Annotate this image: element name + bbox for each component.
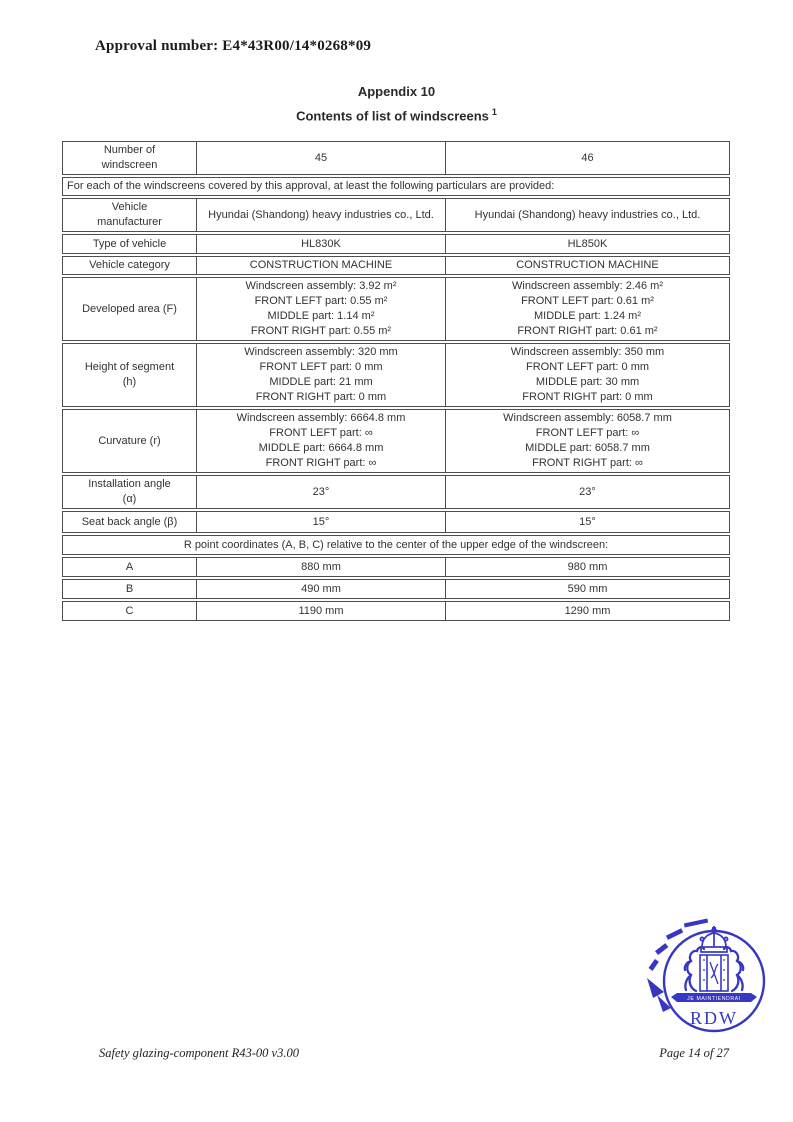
- table-row-coordinate-b: [62, 579, 730, 599]
- cell-line: Windscreen assembly: 6058.7 mm: [503, 412, 672, 424]
- footer-document-reference: Safety glazing-component R43-00 v3.00: [99, 1046, 299, 1060]
- row-label-line: (h): [122, 376, 137, 388]
- cell-a-46: 980 mm: [445, 558, 729, 576]
- cell-curvature-46: [445, 410, 729, 472]
- table-row-number-of-windscreen: [62, 141, 730, 175]
- note-text: For each of the windscreens covered by this approval, at least the following particulars are provided:: [67, 180, 555, 192]
- row-label: Curvature (r): [98, 434, 161, 447]
- row-label: C: [125, 604, 134, 617]
- cell-height-45: [196, 344, 445, 406]
- column-header-46: 46: [445, 142, 729, 174]
- cell-manufacturer-46: Hyundai (Shandong) heavy industries co., Ltd.: [445, 199, 729, 231]
- row-label: Seat back angle (β): [81, 515, 178, 528]
- row-label-line: Vehicle: [111, 201, 148, 213]
- row-label: Vehicle category: [89, 259, 170, 271]
- cell-developed-area-45: [196, 278, 445, 340]
- cell-line: MIDDLE part: 1.24 m²: [534, 310, 641, 322]
- stamp-lion-right: [724, 947, 743, 991]
- cell-category-46: CONSTRUCTION MACHINE: [445, 257, 729, 274]
- cell-line: FRONT LEFT part: 0 mm: [525, 361, 650, 373]
- approval-number: Approval number: E4*43R00/14*0268*09: [95, 38, 372, 54]
- column-header-45: 45: [196, 142, 445, 174]
- cell-b-46: 590 mm: [445, 580, 729, 598]
- cell-b-45: 490 mm: [196, 580, 445, 598]
- cell-seat-back-angle-45: 15°: [196, 512, 445, 532]
- row-label-line: windscreen: [101, 159, 158, 171]
- cell-line: MIDDLE part: 1.14 m²: [267, 310, 375, 322]
- row-label: [63, 199, 196, 231]
- cell-seat-back-angle-46: 15°: [445, 512, 729, 532]
- cell-line: MIDDLE part: 6664.8 mm: [258, 442, 384, 454]
- footer-page-number: Page 14 of 27: [659, 1046, 729, 1060]
- cell-installation-angle-45: 23°: [196, 476, 445, 508]
- table-row-installation-angle: [62, 475, 730, 509]
- table-row-coordinate-c: [62, 601, 730, 621]
- document-subtitle: [0, 107, 793, 123]
- table-row-seat-back-angle: [62, 511, 730, 533]
- appendix-title: Appendix 10: [357, 84, 436, 99]
- cell-c-45: 1190 mm: [196, 602, 445, 620]
- cell-line: FRONT LEFT part: 0.61 m²: [521, 295, 654, 307]
- table-row-height-of-segment: [62, 343, 730, 407]
- row-label-line: (α): [122, 493, 137, 505]
- cell-curvature-45: [196, 410, 445, 472]
- cell-type-46: HL850K: [445, 235, 729, 253]
- cell-line: FRONT RIGHT part: 0.55 m²: [250, 325, 392, 337]
- cell-line: FRONT RIGHT part: ∞: [265, 457, 377, 469]
- cell-line: Windscreen assembly: 6664.8 mm: [236, 412, 406, 424]
- cell-installation-angle-46: 23°: [445, 476, 729, 508]
- row-label: [63, 142, 196, 174]
- table-row-curvature: [62, 409, 730, 473]
- windscreen-table: [62, 141, 730, 623]
- r-point-heading: R point coordinates (A, B, C) relative to the center of the upper edge of the windscreen:: [183, 538, 609, 551]
- cell-line: FRONT LEFT part: 0 mm: [259, 361, 383, 373]
- row-label-line: manufacturer: [97, 216, 162, 228]
- cell-line: FRONT RIGHT part: 0 mm: [255, 391, 387, 403]
- cell-line: MIDDLE part: 30 mm: [535, 376, 640, 388]
- rdw-stamp-logo: [644, 918, 792, 1042]
- cell-line: FRONT LEFT part: ∞: [269, 427, 373, 439]
- cell-line: FRONT RIGHT part: 0.61 m²: [517, 325, 658, 337]
- stamp-banner: [671, 993, 757, 1002]
- cell-line: Windscreen assembly: 3.92 m²: [245, 280, 397, 292]
- stamp-motto: JE MAINTIENDRAI: [687, 996, 741, 1002]
- cell-c-46: 1290 mm: [445, 602, 729, 620]
- cell-height-46: [445, 344, 729, 406]
- cell-line: FRONT RIGHT part: 0 mm: [522, 391, 653, 403]
- cell-line: FRONT LEFT part: ∞: [535, 427, 640, 439]
- row-label: A: [125, 560, 134, 573]
- cell-line: MIDDLE part: 6058.7 mm: [525, 442, 650, 454]
- stamp-name: RDW: [690, 1008, 738, 1028]
- table-row-vehicle-manufacturer: [62, 198, 730, 232]
- row-label: [63, 344, 196, 406]
- cell-a-45: 880 mm: [196, 558, 445, 576]
- cell-line: MIDDLE part: 21 mm: [269, 376, 373, 388]
- row-label-line: Height of segment: [84, 361, 175, 373]
- row-label: B: [125, 582, 134, 595]
- cell-line: Windscreen assembly: 350 mm: [510, 346, 665, 358]
- cell-line: FRONT LEFT part: 0.55 m²: [254, 295, 388, 307]
- cell-line: Windscreen assembly: 2.46 m²: [512, 280, 663, 292]
- table-row-type-of-vehicle: [62, 234, 730, 254]
- subtitle-footnote: 1: [491, 107, 497, 117]
- row-label: Developed area (F): [82, 302, 177, 315]
- table-row-note: [62, 177, 730, 196]
- row-label-line: Installation angle: [88, 478, 171, 490]
- cell-category-45: CONSTRUCTION MACHINE: [196, 257, 445, 274]
- stamp-shield: [700, 955, 728, 991]
- cell-developed-area-46: [445, 278, 729, 340]
- cell-line: FRONT RIGHT part: ∞: [532, 457, 643, 469]
- table-row-r-point-heading: [62, 535, 730, 555]
- row-label: Type of vehicle: [92, 237, 167, 250]
- table-row-vehicle-category: [62, 256, 730, 275]
- table-row-coordinate-a: [62, 557, 730, 577]
- subtitle-text: Contents of list of windscreens: [296, 108, 489, 124]
- cell-type-45: HL830K: [196, 235, 445, 253]
- table-row-developed-area: [62, 277, 730, 341]
- cell-manufacturer-45: Hyundai (Shandong) heavy industries co., Ltd.: [196, 199, 445, 231]
- stamp-lion-left: [685, 947, 704, 991]
- row-label: [63, 476, 196, 508]
- row-label-line: Number of: [103, 144, 156, 156]
- cell-line: Windscreen assembly: 320 mm: [244, 346, 398, 358]
